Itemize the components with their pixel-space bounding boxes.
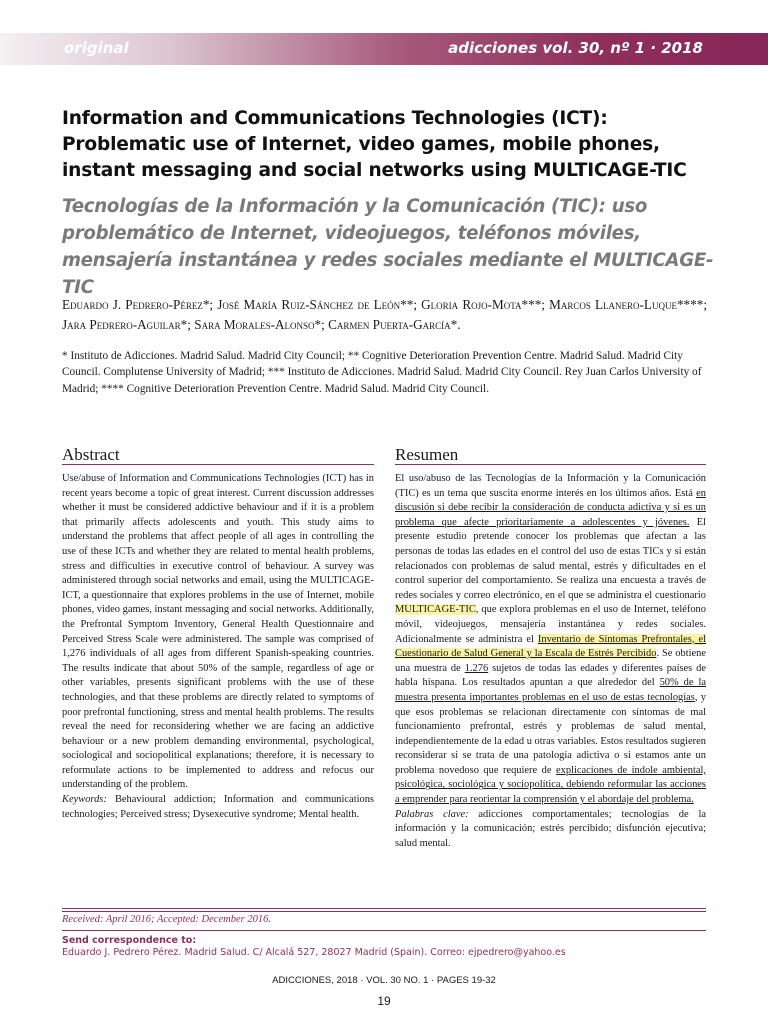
resumen-underline-4: explicaciones de índole ambiental, psicológica, sociológica y sociopolítica, debiendo reformular las acciones a emprender para reorientar la comprensión y el abordaje del problema. xyxy=(395,764,706,806)
resumen-underline-3: 50% de la muestra presenta importantes problemas en el uso de estas tecnologías xyxy=(395,677,706,703)
resumen-s3: El presente estudio pretende conocer los problemas que afectan a las personas de todas las edades en el control del uso de estas TICs y si están relacionados con problemas de salud mental, estrés y dificultades en el control superior del comportamiento. Se realiza una encuesta a través de redes sociales y correo electrónico, en el que se administra el cuestionario xyxy=(395,516,706,601)
correspondence-label: Send correspondence to: xyxy=(62,935,197,946)
abstract-keywords: Behavioural addiction; Information and communications technologies; Perceived stress; Dysexecutive syndrome; Mental health. xyxy=(62,794,374,820)
resumen-s7: . Se obtiene una muestra de xyxy=(395,648,707,674)
authors: Eduardo J. Pedrero-Pérez*; José María Ruiz-Sánchez de León**; Gloria Rojo-Mota***; Marcos Llanero-Luque****; Jara Pedrero-Aguilar*; Sara Morales-Alonso*; Carmen Puerta-García*. xyxy=(62,297,707,332)
abstract-body xyxy=(62,472,374,822)
resumen-underline-2: 1.276 xyxy=(464,662,489,674)
resumen-s11: , y que esos problemas se relacionan directamente con síntomas de mal funcionamiento prefrontal, estrés y problemas de salud mental, independientemente de la edad u otras variables. Estos resultados sugieren reconsiderar si se trata de una patología adictiva o si estamos ante un problema novedoso que requiere de xyxy=(395,691,706,776)
resumen-keywords: adicciones comportamentales; tecnologías de la información y la comunicación; estrés percibido; disfunción ejecutiva; salud mental. xyxy=(395,808,706,849)
footer-rule xyxy=(62,930,706,931)
resumen-rule xyxy=(395,464,706,465)
section-label: original xyxy=(64,39,129,57)
abstract-heading: Abstract xyxy=(62,445,120,464)
footer-rule xyxy=(62,908,706,909)
title-english: Information and Communications Technologies (ICT): Problematic use of Internet, video games, mobile phones, instant messaging and social networks using MULTICAGE-TIC xyxy=(62,108,687,181)
received-dates: Received: April 2016; Accepted: December 2016. xyxy=(62,914,271,925)
resumen-underline-1: en discusión si debe recibir la consideración de conducta adictiva y si es un problema que afecte prioritariamente a adolescentes y jóvenes. xyxy=(395,487,706,528)
affiliations: * Instituto de Adicciones. Madrid Salud. Madrid City Council; ** Cognitive Deterioration Prevention Centre. Madrid Salud. Madrid City Council. Complutense University of Madrid; *** Instituto de Adicciones. Madrid Salud. Madrid City Council. Rey Juan Carlos University of Madrid; **** Cognitive Deterioration Prevention Centre. Madrid Salud. Madrid City Council. xyxy=(62,350,702,395)
resumen-s5: , que explora problemas en el uso de Internet, teléfono móvil, videojuegos, mensajería instantánea y redes sociales. Adicionalmente se administra el xyxy=(395,604,706,645)
journal-issue: adicciones vol. 30, nº 1 · 2018 xyxy=(448,39,703,57)
abstract-rule xyxy=(62,464,374,465)
resumen-s9: sujetos de todas las edades y diferentes países de habla hispana. Los resultados apuntan a que alrededor del xyxy=(395,662,706,689)
abstract-keywords-label: Keywords: xyxy=(62,794,107,806)
abstract-text: Use/abuse of Information and Communications Technologies (ICT) has in recent years become a topic of great interest. Current discussion addresses whether it must be considered addictive behaviour and if it is a problem that primarily affects adolescents and youth. This study aims to understand the problems that affect people of all ages in controlling the use of these ICTs and whether they are related to mental health problems, stress and difficulties in executive control of behaviour. A survey was administered through social networks and email, using the MULTICAGE-ICT, a questionnaire that explores problems in the use of Internet, mobile phones, video games, instant messaging and social networks. Additionally, the Prefrontal Symptom Inventory, General Health Questionnaire and Perceived Stress Scale were administered. The sample was comprised of 1,276 individuals of all ages from different Spanish-speaking countries. The results indicate that about 50% of the sample, regardless of age or other variables, presents significant problems with the use of these technologies, and that these problems are directly related to symptoms of poor prefrontal functioning, stress and mental health problems. The results reveal the need for reconsidering whether we are facing an addictive behaviour or a new problem demanding environmental, psychological, sociological and sociopolitical explanations; therefore, it is necessary to reformulate actions to be implemented to address and refocus our understanding of the problem. xyxy=(62,473,374,791)
correspondence-address: Eduardo J. Pedrero Pérez. Madrid Salud. C/ Alcalá 527, 28027 Madrid (Spain). Correo: ejpedrero@yahoo.es xyxy=(62,947,566,958)
resumen-keywords-label: Palabras clave: xyxy=(395,808,469,820)
journal-footer: ADICCIONES, 2018 · VOL. 30 NO. 1 · PAGES 19-32 xyxy=(272,975,496,986)
footer-rule xyxy=(62,911,706,912)
page-number: 19 xyxy=(377,994,391,1008)
resumen-body xyxy=(395,472,706,851)
resumen-highlight-1: MULTICAGE-TIC xyxy=(395,604,476,616)
resumen-heading: Resumen xyxy=(395,445,459,464)
title-spanish: Tecnologías de la Información y la Comunicación (TIC): uso problemático de Internet, videojuegos, teléfonos móviles, mensajería instantánea y redes sociales mediante el MULTICAGE-TIC xyxy=(62,196,714,298)
resumen-s1: El uso/abuso de las Tecnologías de la Información y la Comunicación (TIC) es un tema que suscita enorme interés en los últimos años. Está xyxy=(395,473,706,499)
resumen-highlight-2: Inventario de Síntomas Prefrontales, el Cuestionario de Salud General y la Escala de Estrés Percibido xyxy=(395,633,706,660)
